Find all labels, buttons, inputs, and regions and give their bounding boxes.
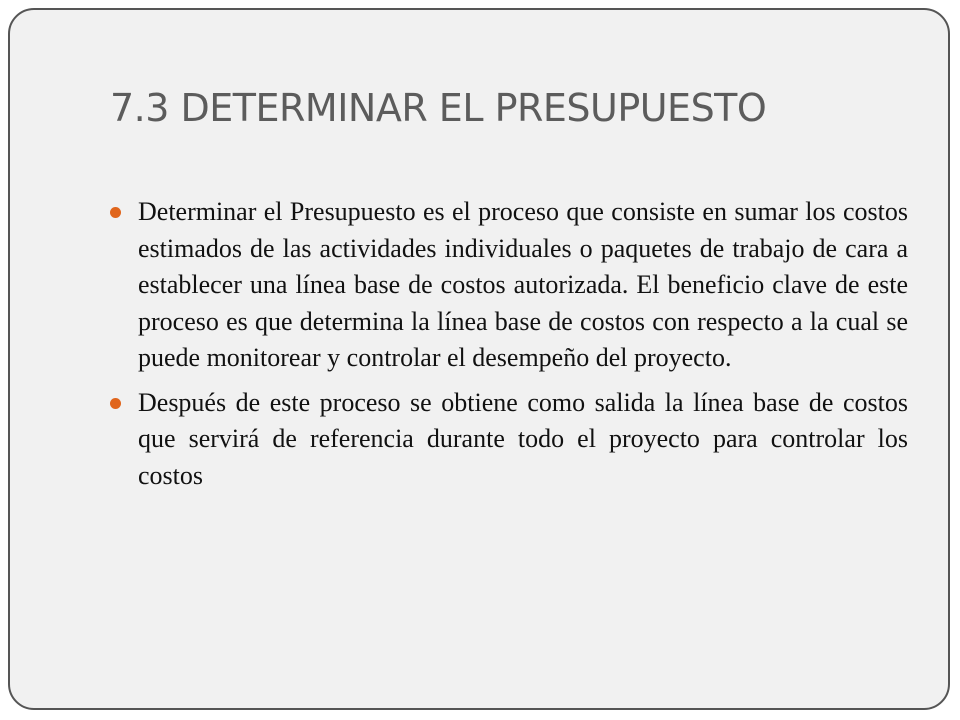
- slide-title: 7.3 DETERMINAR EL PRESUPUESTO: [110, 86, 767, 130]
- bullet-list: [110, 194, 908, 502]
- bullet-text: Determinar el Presupuesto es el proceso que consiste en sumar los costos estimados de las actividades individuales o paquetes de trabajo de cara a establecer una línea base de costos autorizada. El beneficio clave de este proceso es que determina la línea base de costos con respecto a la cual se puede monitorear y controlar el desempeño del proyecto.: [138, 197, 908, 372]
- bullet-icon: [110, 207, 121, 218]
- bullet-item: [110, 194, 908, 377]
- bullet-item: [110, 385, 908, 495]
- bullet-icon: [110, 398, 121, 409]
- bullet-text: Después de este proceso se obtiene como salida la línea base de costos que servirá de referencia durante todo el proyecto para controlar los costos: [138, 387, 908, 490]
